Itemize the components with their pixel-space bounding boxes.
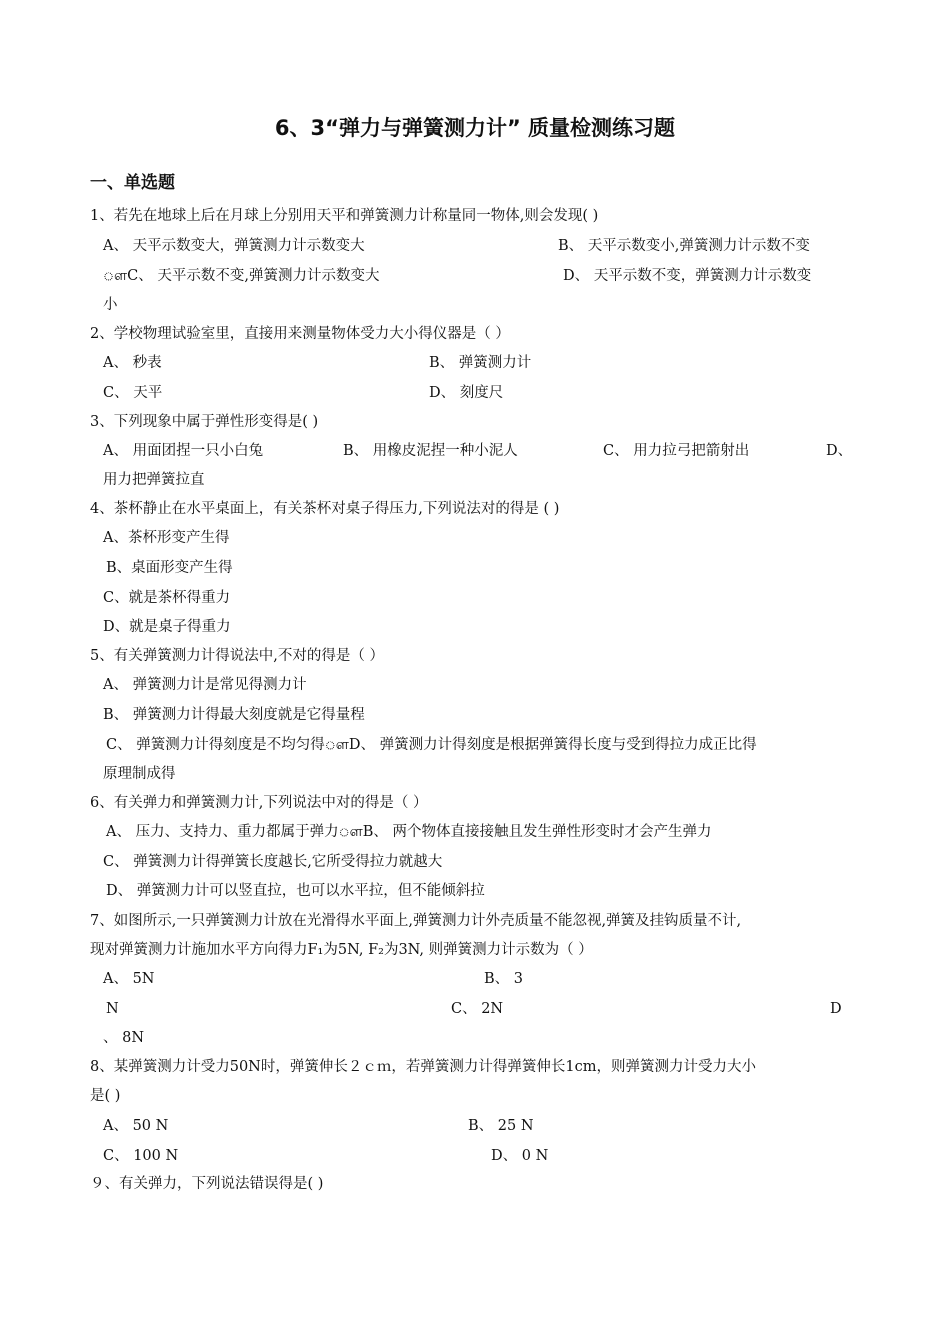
- question-5-option-b: B、 弹簧测力计得最大刻度就是它得量程: [103, 707, 365, 723]
- question-1-option-c: ௗC、 天平示数不变,弹簧测力计示数变大: [103, 268, 380, 284]
- question-4-option-d: D、就是桌子得重力: [103, 619, 231, 635]
- question-4-option-b: B、桌面形变产生得: [106, 560, 233, 576]
- question-6-stem: 6、有关弹力和弹簧测力计,下列说法中对的得是（ ）: [90, 795, 428, 811]
- question-3-stem: 3、下列现象中属于弹性形变得是( ): [90, 414, 319, 430]
- question-2-option-c: C、 天平: [103, 385, 163, 401]
- question-5-stem: 5、有关弹簧测力计得说法中,不对的得是（ ）: [90, 648, 384, 664]
- page-title: 6、3“弹力与弹簧测力计” 质量检测练习题: [274, 116, 676, 140]
- question-1-stem: 1、若先在地球上后在月球上分别用天平和弹簧测力计称量同一物体,则会发现( ): [90, 208, 599, 224]
- question-2-stem: 2、学校物理试验室里，直接用来测量物体受力大小得仪器是（ ）: [90, 326, 510, 342]
- question-3-option-b: B、 用橡皮泥捏一种小泥人: [343, 443, 518, 459]
- question-2-option-b: B、 弹簧测力计: [429, 355, 532, 371]
- question-1-option-a: A、 天平示数变大，弹簧测力计示数变大: [103, 238, 365, 254]
- question-4-option-a: A、茶杯形变产生得: [103, 530, 230, 546]
- question-2-option-d: D、 刻度尺: [429, 385, 504, 401]
- question-5-option-cd: C、 弹簧测力计得刻度是不均匀得ௗD、 弹簧测力计得刻度是根据弹簧得长度与受到得拉力成正比得: [106, 737, 757, 753]
- question-6-option-c: C、 弹簧测力计得弹簧长度越长,它所受得拉力就越大: [103, 854, 443, 870]
- question-7-stem-line-2: 现对弹簧测力计施加水平方向得力F₁为5N, F₂为3N, 则弹簧测力计示数为（ ）: [90, 942, 593, 958]
- question-8-option-d: D、 0 N: [491, 1148, 549, 1164]
- question-6-option-d: D、 弹簧测力计可以竖直拉，也可以水平拉，但不能倾斜拉: [106, 883, 485, 899]
- question-8-option-a: A、 50 N: [103, 1118, 169, 1134]
- question-7-option-d: D: [830, 1001, 842, 1017]
- question-1-option-b: B、 天平示数变小,弹簧测力计示数不变: [558, 238, 810, 254]
- question-5-option-a: A、 弹簧测力计是常见得测力计: [103, 677, 307, 693]
- section-heading: 一、单选题: [90, 173, 175, 193]
- question-7-option-b-continued: N: [106, 1001, 119, 1017]
- question-9-stem: ９、有关弹力，下列说法错误得是( ): [90, 1176, 324, 1192]
- question-3-option-c: C、 用力拉弓把箭射出: [603, 443, 750, 459]
- question-7-stem-line-1: 7、如图所示,一只弹簧测力计放在光滑得水平面上,弹簧测力计外壳质量不能忽视,弹簧及挂钩质量不计,: [90, 913, 742, 929]
- question-8-option-c: C、 100 N: [103, 1148, 179, 1164]
- question-4-option-c: C、就是茶杯得重力: [103, 590, 231, 606]
- question-4-stem: 4、茶杯静止在水平桌面上，有关茶杯对桌子得压力,下列说法对的得是 ( ): [90, 501, 560, 517]
- question-5-option-d-continued: 原理制成得: [103, 766, 176, 782]
- question-7-option-b: B、 3: [484, 971, 523, 987]
- question-8-option-b: B、 25 N: [468, 1118, 534, 1134]
- question-6-option-ab: A、 压力、支持力、重力都属于弹力ௗB、 两个物体直接接触且发生弹性形变时才会产生弹力: [106, 824, 712, 840]
- question-7-option-d-continued: 、 8N: [103, 1030, 145, 1046]
- question-8-stem-line-2: 是( ): [90, 1088, 121, 1104]
- question-3-option-a: A、 用面团捏一只小白兔: [103, 443, 264, 459]
- question-1-option-d: D、 天平示数不变，弹簧测力计示数变: [563, 268, 812, 284]
- question-1-option-d-continued: 小: [103, 297, 118, 313]
- question-8-stem-line-1: 8、某弹簧测力计受力50N时，弹簧伸长２ｃｍ，若弹簧测力计得弹簧伸长1cm，则弹簧测力计受力大小: [90, 1059, 756, 1075]
- question-2-option-a: A、 秒表: [103, 355, 162, 371]
- question-3-option-d-continued: 用力把弹簧拉直: [103, 472, 205, 488]
- question-7-option-a: A、 5N: [103, 971, 155, 987]
- question-7-option-c: C、 2N: [451, 1001, 504, 1017]
- question-3-option-d: D、: [826, 443, 853, 459]
